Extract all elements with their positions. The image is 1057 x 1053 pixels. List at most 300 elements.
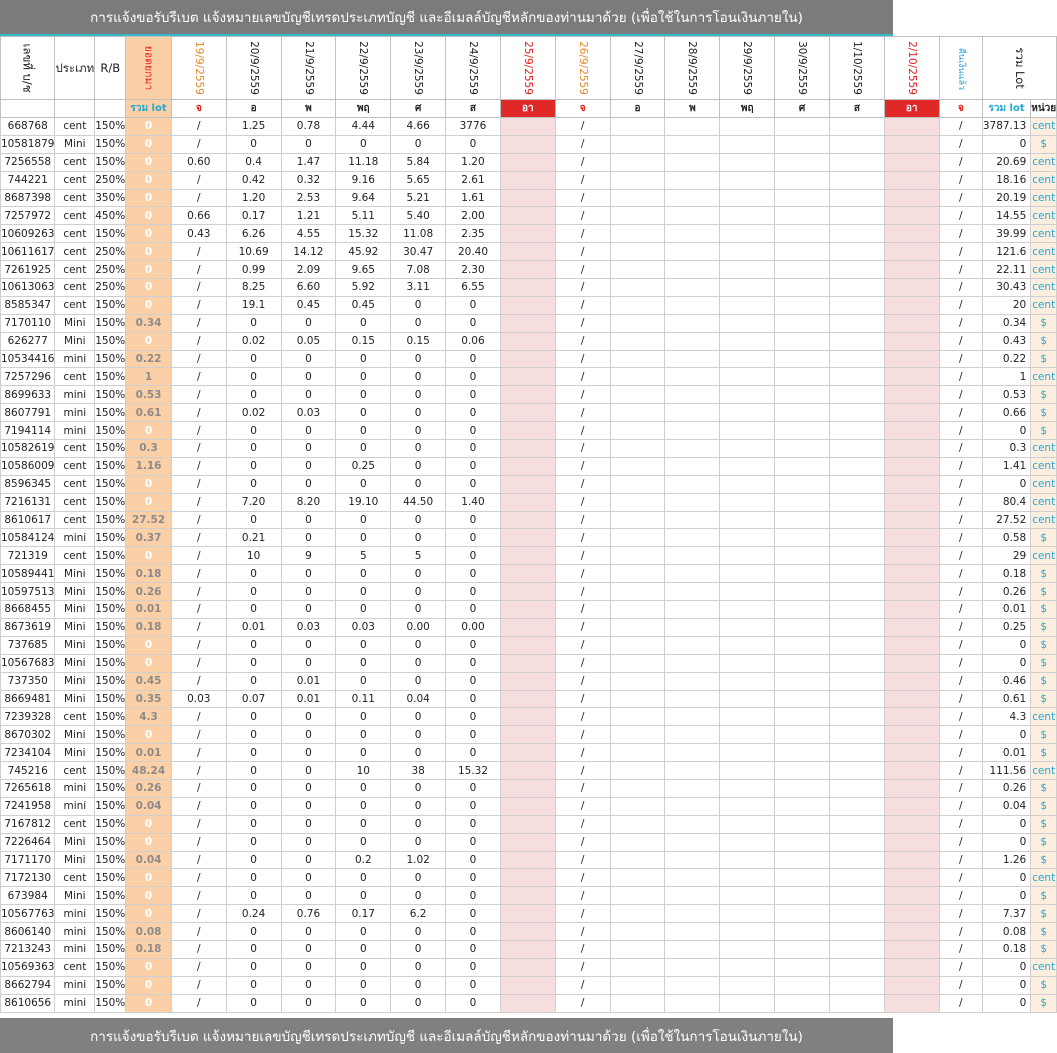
cell-rb[interactable]: 150% (95, 636, 126, 654)
cell-account[interactable]: 8670302 (1, 726, 55, 744)
cell-day[interactable]: / (555, 243, 610, 261)
cell-day[interactable] (720, 726, 775, 744)
cell-total[interactable]: 0 (982, 887, 1030, 905)
cell-day[interactable] (829, 225, 884, 243)
cell-unit[interactable]: cent (1031, 296, 1057, 314)
cell-day[interactable]: 0 (446, 797, 501, 815)
cell-day[interactable]: 0 (226, 135, 281, 153)
cell-account[interactable]: 737685 (1, 636, 55, 654)
cell-day[interactable] (829, 905, 884, 923)
cell-day[interactable]: 0 (391, 940, 446, 958)
cell-day[interactable] (775, 279, 830, 297)
cell-day[interactable] (610, 225, 665, 243)
cell-rb[interactable]: 150% (95, 440, 126, 458)
cell-day[interactable] (829, 457, 884, 475)
cell-account[interactable]: 8673619 (1, 618, 55, 636)
cell-carry[interactable]: 0.53 (126, 386, 172, 404)
cell-day[interactable]: 6.2 (391, 905, 446, 923)
cell-carry[interactable]: 0 (126, 815, 172, 833)
cell-day[interactable]: 0 (281, 350, 336, 368)
header-date-1[interactable]: 19/9/2559 (171, 37, 226, 100)
cell-account[interactable]: 10597513 (1, 583, 55, 601)
cell-day[interactable]: 1.20 (446, 153, 501, 171)
cell-day[interactable]: 0 (281, 887, 336, 905)
cell-day[interactable] (665, 493, 720, 511)
cell-day[interactable] (884, 404, 939, 422)
header-date-10[interactable]: 28/9/2559 (665, 37, 720, 100)
cell-type[interactable]: Mini (55, 601, 95, 619)
cell-day[interactable]: / (171, 905, 226, 923)
cell-carry[interactable]: 0.22 (126, 350, 172, 368)
cell-day[interactable] (500, 261, 555, 279)
header-date-3[interactable]: 21/9/2559 (281, 37, 336, 100)
cell-day[interactable]: 0 (336, 779, 391, 797)
cell-day[interactable] (610, 779, 665, 797)
cell-refund[interactable]: / (939, 368, 982, 386)
cell-day[interactable] (500, 368, 555, 386)
cell-day[interactable]: 0 (281, 815, 336, 833)
cell-unit[interactable]: cent (1031, 118, 1057, 136)
cell-rb[interactable]: 150% (95, 815, 126, 833)
cell-total[interactable]: 20.19 (982, 189, 1030, 207)
cell-carry[interactable]: 0.04 (126, 851, 172, 869)
cell-day[interactable] (884, 493, 939, 511)
cell-day[interactable]: 0 (446, 135, 501, 153)
cell-refund[interactable]: / (939, 869, 982, 887)
cell-day[interactable]: 0 (391, 654, 446, 672)
cell-unit[interactable]: cent (1031, 493, 1057, 511)
cell-type[interactable]: cent (55, 958, 95, 976)
cell-day[interactable]: 0 (446, 940, 501, 958)
cell-day[interactable]: 0.32 (281, 171, 336, 189)
cell-carry[interactable]: 0.37 (126, 529, 172, 547)
cell-day[interactable]: / (555, 279, 610, 297)
cell-total[interactable]: 0 (982, 726, 1030, 744)
cell-day[interactable]: 0.02 (226, 404, 281, 422)
cell-day[interactable]: / (555, 350, 610, 368)
cell-day[interactable]: 0 (281, 457, 336, 475)
cell-carry[interactable]: 0 (126, 279, 172, 297)
cell-refund[interactable]: / (939, 690, 982, 708)
cell-day[interactable] (500, 171, 555, 189)
cell-day[interactable] (775, 296, 830, 314)
cell-day[interactable]: 0 (391, 368, 446, 386)
cell-day[interactable] (775, 565, 830, 583)
cell-unit[interactable]: $ (1031, 905, 1057, 923)
cell-unit[interactable]: $ (1031, 404, 1057, 422)
cell-day[interactable]: 0 (281, 744, 336, 762)
cell-day[interactable]: 15.32 (446, 762, 501, 780)
cell-account[interactable]: 8687398 (1, 189, 55, 207)
cell-day[interactable]: 0.02 (226, 332, 281, 350)
cell-carry[interactable]: 0.08 (126, 923, 172, 941)
sub-day-11[interactable]: พฤ (720, 100, 775, 118)
cell-rb[interactable]: 350% (95, 189, 126, 207)
cell-account[interactable]: 721319 (1, 547, 55, 565)
cell-day[interactable] (720, 296, 775, 314)
cell-day[interactable] (500, 779, 555, 797)
cell-day[interactable]: / (171, 350, 226, 368)
cell-total[interactable]: 0 (982, 636, 1030, 654)
cell-carry[interactable]: 0.34 (126, 314, 172, 332)
cell-day[interactable]: 5.40 (391, 207, 446, 225)
cell-day[interactable]: / (555, 332, 610, 350)
cell-day[interactable] (500, 636, 555, 654)
cell-day[interactable]: 0.45 (281, 296, 336, 314)
cell-day[interactable] (720, 869, 775, 887)
cell-day[interactable] (720, 976, 775, 994)
cell-day[interactable] (720, 958, 775, 976)
cell-day[interactable] (884, 189, 939, 207)
cell-day[interactable]: / (171, 493, 226, 511)
cell-day[interactable]: 0.99 (226, 261, 281, 279)
cell-day[interactable] (720, 923, 775, 941)
sub-day-1[interactable]: จ (171, 100, 226, 118)
cell-day[interactable] (500, 708, 555, 726)
cell-day[interactable] (775, 332, 830, 350)
cell-unit[interactable]: $ (1031, 654, 1057, 672)
cell-day[interactable] (610, 261, 665, 279)
cell-day[interactable] (500, 762, 555, 780)
cell-refund[interactable]: / (939, 404, 982, 422)
header-date-6[interactable]: 24/9/2559 (446, 37, 501, 100)
cell-account[interactable]: 7265618 (1, 779, 55, 797)
cell-type[interactable]: mini (55, 529, 95, 547)
cell-day[interactable]: 0.45 (336, 296, 391, 314)
cell-day[interactable]: 2.35 (446, 225, 501, 243)
cell-day[interactable] (610, 153, 665, 171)
cell-day[interactable] (829, 958, 884, 976)
cell-day[interactable] (500, 994, 555, 1012)
cell-day[interactable] (884, 601, 939, 619)
cell-type[interactable]: cent (55, 815, 95, 833)
cell-account[interactable]: 7239328 (1, 708, 55, 726)
cell-day[interactable] (884, 314, 939, 332)
cell-day[interactable] (884, 529, 939, 547)
cell-day[interactable] (884, 905, 939, 923)
cell-day[interactable]: / (555, 815, 610, 833)
cell-day[interactable]: 9.64 (336, 189, 391, 207)
cell-day[interactable] (665, 887, 720, 905)
cell-account[interactable]: 10582619 (1, 440, 55, 458)
cell-day[interactable] (775, 672, 830, 690)
cell-day[interactable]: 2.30 (446, 261, 501, 279)
cell-day[interactable] (884, 958, 939, 976)
cell-refund[interactable]: / (939, 923, 982, 941)
cell-day[interactable]: / (171, 636, 226, 654)
cell-day[interactable]: 0 (391, 744, 446, 762)
cell-day[interactable] (665, 833, 720, 851)
cell-day[interactable]: 0.06 (446, 332, 501, 350)
cell-day[interactable] (500, 565, 555, 583)
cell-day[interactable] (665, 976, 720, 994)
cell-total[interactable]: 0.25 (982, 618, 1030, 636)
cell-day[interactable] (829, 547, 884, 565)
cell-carry[interactable]: 0.18 (126, 618, 172, 636)
cell-day[interactable]: 0 (336, 726, 391, 744)
cell-account[interactable]: 10584124 (1, 529, 55, 547)
cell-unit[interactable]: cent (1031, 511, 1057, 529)
cell-day[interactable] (665, 279, 720, 297)
cell-unit[interactable]: $ (1031, 726, 1057, 744)
header-date-4[interactable]: 22/9/2559 (336, 37, 391, 100)
cell-day[interactable]: 0.17 (226, 207, 281, 225)
cell-day[interactable] (884, 690, 939, 708)
cell-day[interactable]: 0.00 (391, 618, 446, 636)
cell-carry[interactable]: 0 (126, 887, 172, 905)
cell-day[interactable]: 0 (391, 314, 446, 332)
sub-day-9[interactable]: อ (610, 100, 665, 118)
cell-type[interactable]: cent (55, 296, 95, 314)
cell-rb[interactable]: 150% (95, 923, 126, 941)
cell-day[interactable]: 2.61 (446, 171, 501, 189)
cell-total[interactable]: 0.61 (982, 690, 1030, 708)
cell-day[interactable] (500, 601, 555, 619)
cell-account[interactable]: 7213243 (1, 940, 55, 958)
cell-rb[interactable]: 150% (95, 744, 126, 762)
cell-day[interactable]: 30.47 (391, 243, 446, 261)
cell-refund[interactable]: / (939, 457, 982, 475)
cell-day[interactable]: 0.78 (281, 118, 336, 136)
cell-refund[interactable]: / (939, 493, 982, 511)
cell-day[interactable] (500, 296, 555, 314)
cell-day[interactable] (884, 940, 939, 958)
cell-day[interactable]: 6.60 (281, 279, 336, 297)
cell-day[interactable]: / (555, 493, 610, 511)
cell-day[interactable] (775, 851, 830, 869)
cell-day[interactable]: 5 (391, 547, 446, 565)
cell-rb[interactable]: 150% (95, 493, 126, 511)
cell-unit[interactable]: cent (1031, 547, 1057, 565)
cell-day[interactable] (500, 833, 555, 851)
cell-account[interactable]: 8662794 (1, 976, 55, 994)
cell-day[interactable] (775, 958, 830, 976)
cell-day[interactable]: 0 (281, 368, 336, 386)
header-total[interactable]: รวม Lot (982, 37, 1056, 100)
cell-day[interactable] (665, 869, 720, 887)
cell-account[interactable]: 7170110 (1, 314, 55, 332)
cell-day[interactable] (829, 672, 884, 690)
cell-day[interactable]: 0 (391, 994, 446, 1012)
cell-day[interactable] (610, 368, 665, 386)
sub-type[interactable] (55, 100, 95, 118)
cell-day[interactable] (720, 690, 775, 708)
cell-rb[interactable]: 150% (95, 457, 126, 475)
cell-day[interactable]: 11.18 (336, 153, 391, 171)
cell-day[interactable]: 0.4 (226, 153, 281, 171)
cell-day[interactable]: 0 (281, 654, 336, 672)
cell-day[interactable]: 0 (281, 583, 336, 601)
cell-day[interactable]: 0 (446, 422, 501, 440)
cell-total[interactable]: 0 (982, 135, 1030, 153)
cell-day[interactable] (610, 833, 665, 851)
cell-day[interactable]: / (555, 368, 610, 386)
cell-day[interactable] (500, 314, 555, 332)
cell-day[interactable] (775, 976, 830, 994)
cell-day[interactable] (829, 994, 884, 1012)
cell-unit[interactable]: cent (1031, 475, 1057, 493)
cell-total[interactable]: 27.52 (982, 511, 1030, 529)
cell-day[interactable] (720, 261, 775, 279)
cell-day[interactable]: 0 (446, 368, 501, 386)
cell-day[interactable]: / (555, 994, 610, 1012)
cell-day[interactable] (720, 350, 775, 368)
cell-type[interactable]: Mini (55, 636, 95, 654)
cell-day[interactable] (829, 726, 884, 744)
cell-day[interactable] (884, 618, 939, 636)
cell-unit[interactable]: $ (1031, 744, 1057, 762)
cell-carry[interactable]: 0.35 (126, 690, 172, 708)
cell-day[interactable]: / (171, 118, 226, 136)
cell-day[interactable] (665, 189, 720, 207)
cell-carry[interactable]: 0.04 (126, 797, 172, 815)
cell-day[interactable]: / (171, 815, 226, 833)
cell-rb[interactable]: 150% (95, 404, 126, 422)
cell-day[interactable] (775, 368, 830, 386)
cell-total[interactable]: 14.55 (982, 207, 1030, 225)
cell-day[interactable] (829, 279, 884, 297)
cell-day[interactable] (500, 744, 555, 762)
cell-day[interactable]: 0 (226, 672, 281, 690)
cell-day[interactable] (665, 905, 720, 923)
cell-day[interactable] (884, 350, 939, 368)
cell-unit[interactable]: cent (1031, 708, 1057, 726)
cell-day[interactable]: 0 (446, 601, 501, 619)
cell-day[interactable] (610, 887, 665, 905)
cell-day[interactable]: 0 (226, 475, 281, 493)
header-date-12[interactable]: 30/9/2559 (775, 37, 830, 100)
cell-day[interactable] (775, 833, 830, 851)
cell-total[interactable]: 0 (982, 475, 1030, 493)
cell-day[interactable]: 0 (446, 833, 501, 851)
cell-day[interactable]: 0 (336, 583, 391, 601)
cell-carry[interactable]: 0 (126, 547, 172, 565)
cell-day[interactable]: 0 (281, 958, 336, 976)
cell-day[interactable]: 0 (391, 529, 446, 547)
cell-carry[interactable]: 27.52 (126, 511, 172, 529)
cell-day[interactable]: 2.09 (281, 261, 336, 279)
cell-type[interactable]: Mini (55, 726, 95, 744)
cell-carry[interactable]: 4.3 (126, 708, 172, 726)
cell-day[interactable] (884, 475, 939, 493)
cell-day[interactable]: 0 (281, 940, 336, 958)
cell-account[interactable]: 7261925 (1, 261, 55, 279)
cell-day[interactable]: 8.25 (226, 279, 281, 297)
cell-account[interactable]: 7257296 (1, 368, 55, 386)
cell-day[interactable]: 0.43 (171, 225, 226, 243)
cell-day[interactable] (829, 440, 884, 458)
cell-day[interactable]: 5.65 (391, 171, 446, 189)
cell-rb[interactable]: 150% (95, 422, 126, 440)
cell-day[interactable]: / (171, 797, 226, 815)
cell-day[interactable]: 0 (446, 511, 501, 529)
cell-day[interactable]: / (171, 940, 226, 958)
cell-day[interactable] (610, 350, 665, 368)
cell-day[interactable] (720, 243, 775, 261)
cell-day[interactable] (720, 386, 775, 404)
cell-day[interactable] (665, 940, 720, 958)
cell-unit[interactable]: cent (1031, 279, 1057, 297)
cell-day[interactable] (665, 636, 720, 654)
cell-day[interactable]: 4.66 (391, 118, 446, 136)
cell-day[interactable] (720, 189, 775, 207)
sub-day-12[interactable]: ศ (775, 100, 830, 118)
cell-carry[interactable]: 0 (126, 332, 172, 350)
cell-day[interactable]: 0 (226, 833, 281, 851)
cell-day[interactable] (665, 672, 720, 690)
cell-day[interactable]: 11.08 (391, 225, 446, 243)
cell-day[interactable]: 0 (336, 475, 391, 493)
cell-day[interactable]: 0 (281, 797, 336, 815)
cell-unit[interactable]: $ (1031, 994, 1057, 1012)
cell-day[interactable] (884, 815, 939, 833)
cell-day[interactable]: / (555, 583, 610, 601)
cell-unit[interactable]: cent (1031, 207, 1057, 225)
cell-day[interactable]: 10 (226, 547, 281, 565)
cell-day[interactable]: 15.32 (336, 225, 391, 243)
cell-type[interactable]: cent (55, 225, 95, 243)
cell-refund[interactable]: / (939, 940, 982, 958)
cell-day[interactable] (884, 994, 939, 1012)
cell-day[interactable] (500, 690, 555, 708)
cell-total[interactable]: 1.26 (982, 851, 1030, 869)
cell-day[interactable] (500, 493, 555, 511)
cell-carry[interactable]: 0 (126, 493, 172, 511)
cell-day[interactable] (610, 958, 665, 976)
cell-day[interactable] (829, 314, 884, 332)
cell-unit[interactable]: cent (1031, 261, 1057, 279)
cell-type[interactable]: mini (55, 976, 95, 994)
cell-day[interactable] (720, 404, 775, 422)
cell-day[interactable] (610, 851, 665, 869)
cell-day[interactable]: / (171, 583, 226, 601)
cell-day[interactable] (884, 422, 939, 440)
cell-day[interactable] (720, 708, 775, 726)
cell-day[interactable] (720, 815, 775, 833)
cell-account[interactable]: 7256558 (1, 153, 55, 171)
cell-day[interactable]: 0 (336, 135, 391, 153)
cell-day[interactable]: / (171, 529, 226, 547)
cell-account[interactable]: 8606140 (1, 923, 55, 941)
cell-carry[interactable]: 0 (126, 654, 172, 672)
cell-day[interactable]: 1.61 (446, 189, 501, 207)
cell-day[interactable]: 0 (226, 511, 281, 529)
cell-type[interactable]: cent (55, 869, 95, 887)
cell-day[interactable]: 0 (446, 994, 501, 1012)
cell-day[interactable] (720, 440, 775, 458)
cell-total[interactable]: 18.16 (982, 171, 1030, 189)
cell-day[interactable] (884, 207, 939, 225)
sub-unit[interactable]: หน่วย (1031, 100, 1057, 118)
cell-day[interactable]: 0 (281, 762, 336, 780)
cell-day[interactable] (665, 457, 720, 475)
cell-day[interactable]: 4.44 (336, 118, 391, 136)
cell-day[interactable]: 0 (391, 475, 446, 493)
cell-carry[interactable]: 0 (126, 905, 172, 923)
cell-day[interactable] (610, 583, 665, 601)
cell-day[interactable] (500, 189, 555, 207)
cell-day[interactable]: 0 (446, 547, 501, 565)
cell-refund[interactable]: / (939, 422, 982, 440)
cell-day[interactable] (665, 314, 720, 332)
cell-refund[interactable]: / (939, 851, 982, 869)
cell-day[interactable] (665, 958, 720, 976)
cell-day[interactable]: 0.2 (336, 851, 391, 869)
cell-day[interactable]: 0 (446, 404, 501, 422)
cell-day[interactable] (500, 511, 555, 529)
cell-type[interactable]: Mini (55, 314, 95, 332)
cell-day[interactable]: / (171, 332, 226, 350)
